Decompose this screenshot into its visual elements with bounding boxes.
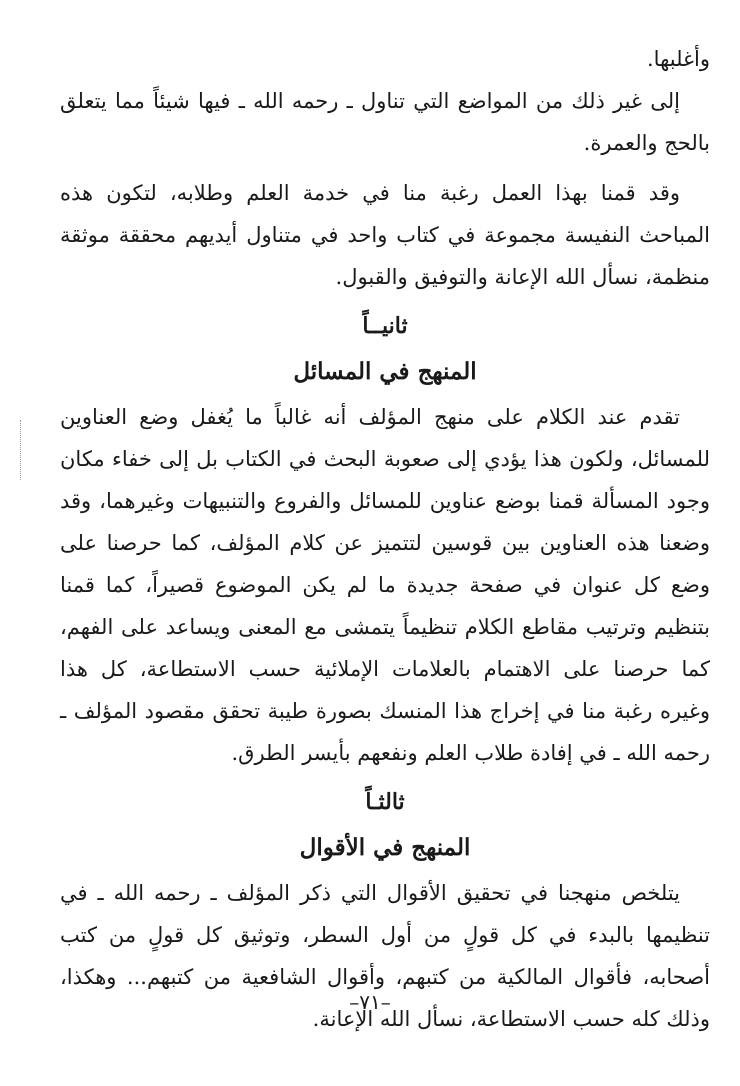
paragraph-purpose: وقد قمنا بهذا العمل رغبة منا في خدمة العلم وطلابه، لتكون هذه المباحث النفيسة مجموعة في كتاب واحد في متناول أيديهم محققة موثقة منظمة، نسأل الله الإعانة والتوفيق والقبول. — [60, 181, 710, 289]
paragraph-opinions-method: يتلخص منهجنا في تحقيق الأقوال التي ذكر المؤلف ـ رحمه الله ـ في تنظيمها بالبدء في كل قولٍ من أول السطر، وتوثيق كل قولٍ من كتب أصحابه، فأقوال المالكية من كتبهم، وأقوال الشافعية من كتبهم... وهكذا، وذلك كله حسب الاستطاعة، نسأل الله الإعانة. — [60, 881, 710, 1031]
section-title-issues: المنهج في المسائل — [293, 358, 477, 385]
section-title-opinions: المنهج في الأقوال — [299, 834, 471, 861]
margin-mark — [20, 420, 22, 480]
paragraph-issues-method: تقدم عند الكلام على منهج المؤلف أنه غالباً ما يُغفل وضع العناوين للمسائل، ولكون هذا يؤدي إلى صعوبة البحث في الكتاب بل إلى خفاء مكان وجود المسألة قمنا بوضع عناوين للمسائل والفروع والتنبيهات وغيرهما، وقد وضعنا هذه العناوين بين قوسين لتتميز عن كلام المؤلف، كما حرصنا على وضع كل عنوان في صفحة جديدة ما لم يكن الموضوع قصيراً، كما قمنا بتنظيم وترتيب مقاطع الكلام تنظيماً يتمشى مع المعنى ويساعد على الفهم، كما حرصنا على الاهتمام بالعلامات الإملائية حسب الاستطاعة، كل هذا وغيره رغبة منا في إخراج هذا المنسك بصورة طيبة تحقق مقصود المؤلف ـ رحمه الله ـ في إفادة طلاب العلم ونفعهم بأيسر الطرق. — [60, 405, 710, 765]
section-number-second: ثانيــاً — [362, 313, 408, 339]
page-body — [60, 38, 710, 1040]
continuation-line: وأغلبها. — [647, 47, 710, 71]
paragraph-hajj: إلى غير ذلك من المواضع التي تناول ـ رحمه الله ـ فيها شيئاً مما يتعلق بالحج والعمرة. — [60, 89, 710, 155]
page-number: –٧١– — [349, 990, 391, 1014]
section-number-third: ثالثـاً — [365, 789, 405, 815]
